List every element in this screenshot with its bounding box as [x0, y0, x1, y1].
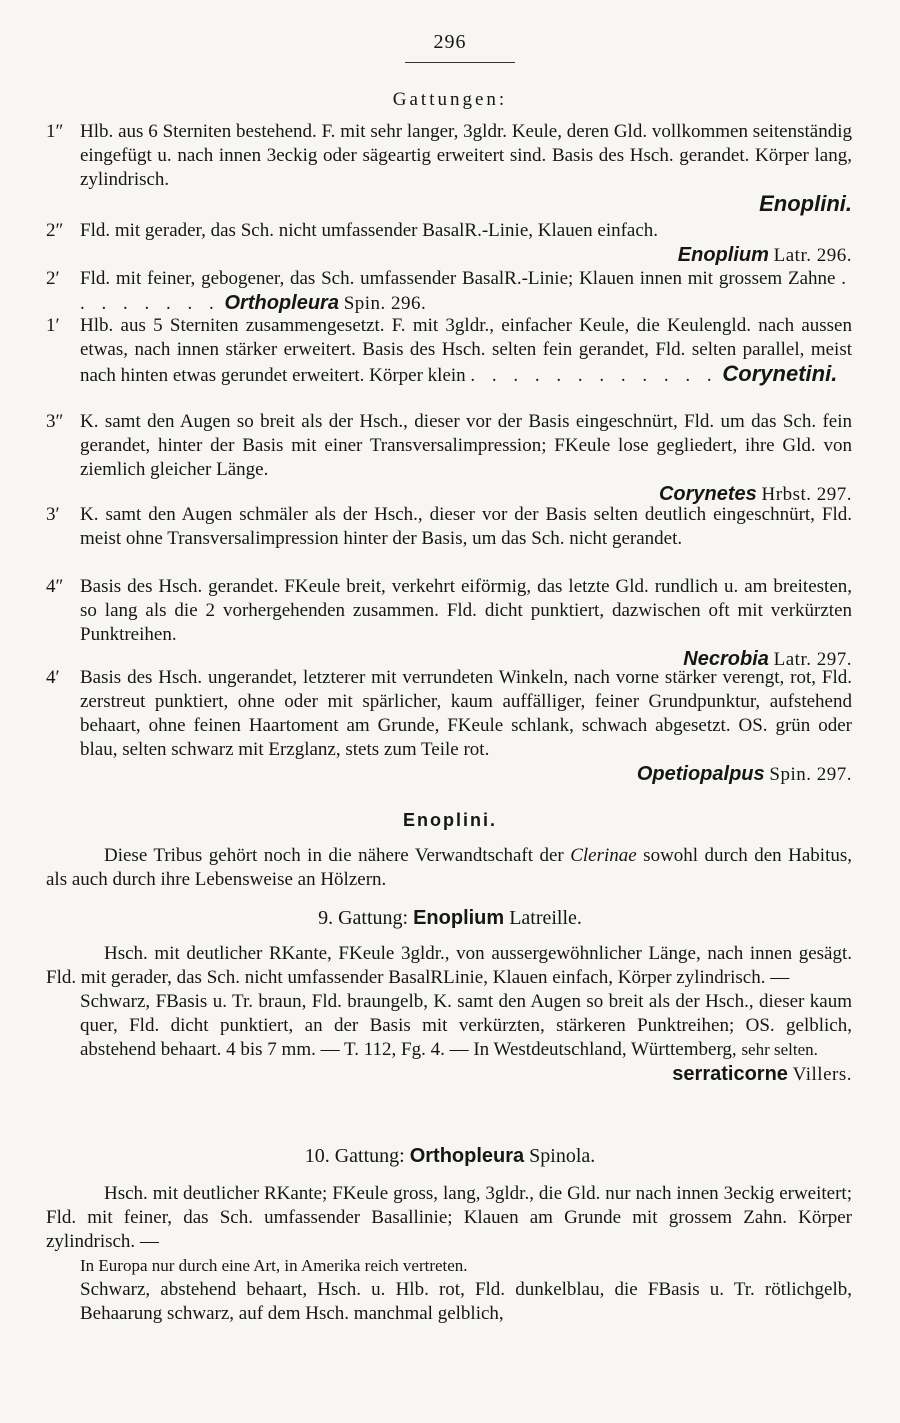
page-number: 296	[433, 31, 467, 53]
key-number: 3′	[46, 504, 60, 525]
species-name: serraticorne	[672, 1063, 788, 1085]
genus-heading	[0, 1144, 900, 1168]
key-author: Latr. 297.	[773, 649, 852, 670]
key-leader-dots: . . . . . . . . . . . .	[470, 365, 718, 386]
key-author: Spin. 296.	[343, 293, 427, 314]
key-entry-1a	[46, 120, 852, 218]
key-number: 4″	[46, 576, 64, 597]
genus-prefix: 9. Gattung:	[318, 907, 409, 929]
page-number-rule	[405, 62, 515, 63]
species-desc-text: Schwarz, FBasis u. Tr. braun, Fld. braungelb, K. samt den Augen so breit als der Hsch., dieser kaum quer, Fld. dicht punktiert, an der Basis mit verkürzten, stärkeren Punktreihen; OS. gelblich, abstehend behaart. 4 bis 7 mm. — T. 112, Fg. 4. — In Westdeutschland, Württemberg,	[80, 991, 852, 1060]
key-taxon: Corynetes	[658, 483, 757, 505]
key-text: Fld. mit feiner, gebogener, das Sch. umfassender BasalR.-Linie; Klauen innen mit grossem Zahne	[80, 268, 836, 289]
tribe-text: sowohl durch den Habitus, als auch durch ihre Lebensweise an Hölzern.	[46, 845, 852, 890]
key-number: 1′	[46, 315, 60, 336]
key-author: Latr. 296.	[773, 245, 852, 266]
key-entry-4a	[46, 575, 852, 672]
key-author: Spin. 297.	[769, 764, 852, 785]
key-taxon: Orthopleura	[224, 292, 339, 314]
key-heading: Gattungen:	[392, 89, 508, 110]
key-text: Fld. mit gerader, das Sch. nicht umfassender BasalR.-Linie, Klauen einfach.	[80, 220, 659, 241]
key-text: Hlb. aus 5 Sterniten zusammengesetzt. F. mit 3gldr., einfacher Keule, die Keulengld. nach aussen etwas, nach innen stärker erweitert. Basis des Hsch. selten fein gerandet, Fld. selten parallel, meist nach hinten etwas gerundet erweitert. Körper klein	[80, 315, 852, 386]
genus-heading	[0, 906, 900, 930]
key-number: 3″	[46, 411, 64, 432]
genus-description	[46, 1182, 852, 1326]
genus-name: Orthopleura	[409, 1145, 525, 1167]
key-entry-1b	[46, 314, 852, 388]
genus-author: Latreille.	[509, 907, 582, 929]
key-entry-4b	[46, 666, 852, 787]
key-text: Basis des Hsch. ungerandet, letzterer mit verrundeten Winkeln, nach vorne stärker verengt, rot, Fld. zerstreut punktiert, ohne oder mit spärlicher, kaum auffälliger, feiner Grundpunktur, aufstehend behaart, ohne feinen Haartoment am Grunde, FKeule schlank, schwach abgesetzt. OS. grün oder blau, selten schwarz mit Erzglanz, stets zum Teile rot.	[80, 667, 852, 760]
key-number: 2″	[46, 220, 64, 241]
genus-description	[46, 942, 852, 1087]
key-number: 2′	[46, 268, 60, 289]
tribe-paragraph	[46, 844, 852, 892]
genus-author: Spinola.	[529, 1145, 596, 1167]
key-text: Hlb. aus 6 Sterniten bestehend. F. mit sehr langer, 3gldr. Keule, deren Gld. vollkommen seitenständig eingefügt u. nach innen 3eckig oder sägeartig erweitert sind. Basis des Hsch. gerandet. Körper lang, zylindrisch.	[80, 121, 852, 190]
key-number: 4′	[46, 667, 60, 688]
tribe-heading: Enoplini.	[403, 810, 497, 830]
key-taxon: Opetiopalpus	[636, 763, 765, 785]
genus-note: In Europa nur durch eine Art, in Amerika reich vertreten.	[80, 1256, 468, 1275]
key-author: Hrbst. 297.	[761, 484, 852, 505]
species-desc-text: Schwarz, abstehend behaart, Hsch. u. Hlb. rot, Fld. dunkelblau, die FBasis u. Tr. rötlichgelb, Behaarung schwarz, auf dem Hsch. manchmal gelblich,	[80, 1279, 852, 1324]
key-entry-3a	[46, 410, 852, 507]
key-number: 1″	[46, 121, 64, 142]
genus-name: Enoplium	[413, 907, 505, 929]
species-note: sehr selten.	[741, 1040, 818, 1059]
key-text: K. samt den Augen schmäler als der Hsch., dieser vor der Basis selten deutlich eingeschnürt, Fld. meist ohne Transversalimpression hinter der Basis, um das Sch. nicht gerandet.	[80, 504, 852, 549]
species-author: Villers.	[792, 1064, 852, 1085]
genus-prefix: 10. Gattung:	[304, 1145, 405, 1167]
tribe-text-italic: Clerinae	[570, 845, 637, 866]
key-taxon: Corynetini.	[722, 361, 838, 386]
key-entry-3b	[46, 503, 852, 551]
key-taxon: Enoplini.	[759, 191, 852, 216]
genus-desc-text: Hsch. mit deutlicher RKante; FKeule gross, lang, 3gldr., die Gld. nur nach innen 3eckig erweitert; Fld. mit feiner, das Sch. umfassender Basallinie; Klauen am Grunde mit grossem Zahn. Körper zylindrisch. —	[46, 1183, 852, 1252]
key-entry-2b	[46, 267, 852, 316]
key-text: Basis des Hsch. gerandet. FKeule breit, verkehrt eiförmig, das letzte Gld. rundlich u. am breitesten, so lang als die 2 vorhergehenden zusammen. Fld. dicht punktiert, dazwischen oft mit verkürzten Punktreihen.	[80, 576, 852, 645]
key-entry-2a	[46, 219, 852, 268]
key-taxon: Necrobia	[683, 648, 769, 670]
key-taxon: Enoplium	[677, 244, 769, 266]
tribe-text: Diese Tribus gehört noch in die nähere Verwandtschaft der	[104, 845, 564, 866]
genus-desc-text: Hsch. mit deutlicher RKante, FKeule 3gldr., von aussergewöhnlicher Länge, nach innen gesägt. Fld. mit gerader, das Sch. nicht umfassender BasalRLinie, Klauen einfach, Körper zylindrisch. —	[46, 943, 852, 988]
key-text: K. samt den Augen so breit als der Hsch., dieser vor der Basis eingeschnürt, Fld. um das Sch. fein gerandet, hinter der Basis mit einer Transversalimpression; FKeule lose gegliedert, ihre Gld. von ziemlich gleicher Länge.	[80, 411, 852, 480]
key-leader-dots: . . . . . . . .	[80, 268, 852, 314]
